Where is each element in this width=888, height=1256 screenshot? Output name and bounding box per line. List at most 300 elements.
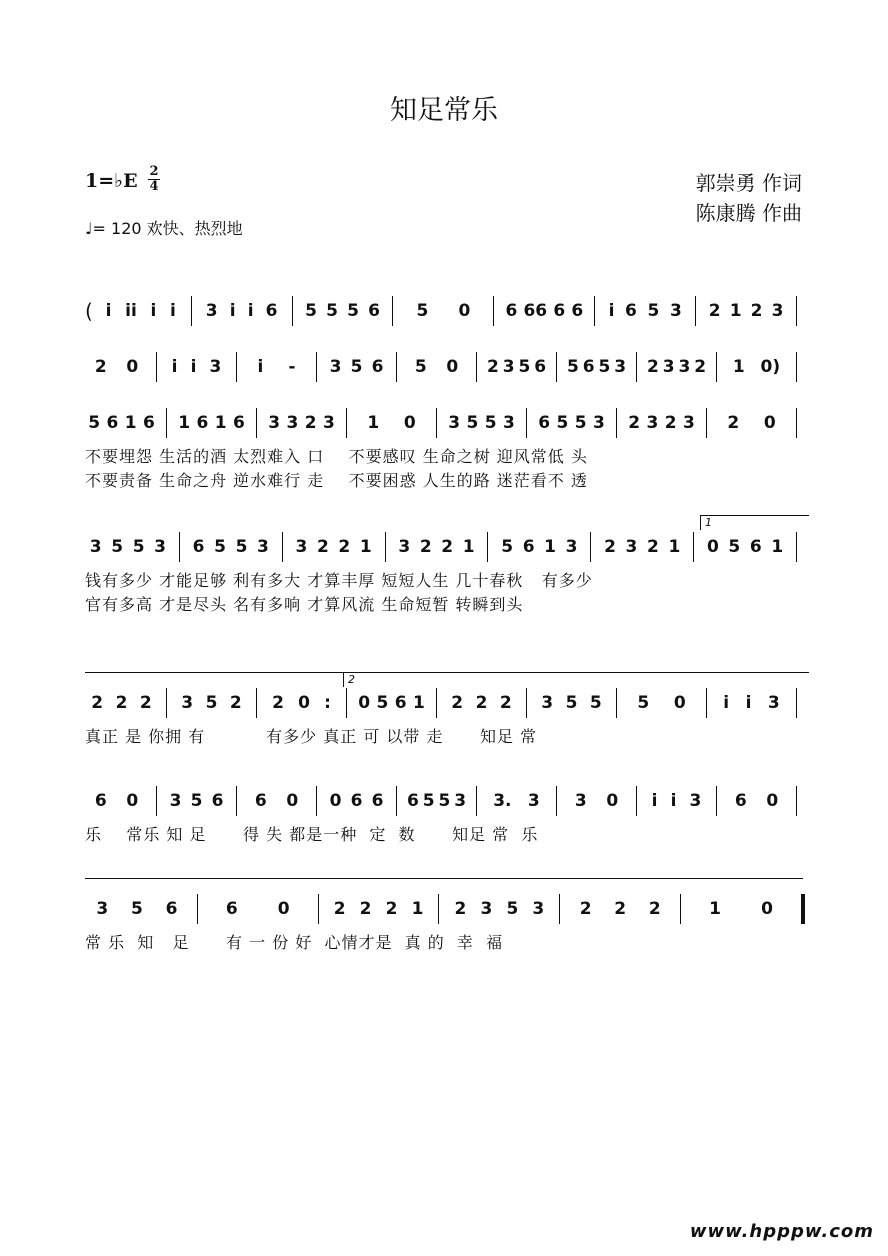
note: 1 bbox=[124, 413, 137, 433]
note: 3 bbox=[454, 791, 467, 811]
bar-line bbox=[166, 408, 167, 438]
measure bbox=[603, 301, 687, 321]
measure bbox=[401, 301, 485, 321]
note: 5 bbox=[728, 537, 741, 557]
note: i bbox=[670, 791, 677, 811]
note: 0 bbox=[358, 693, 371, 713]
note: i bbox=[229, 301, 236, 321]
bar-line-end bbox=[796, 296, 797, 326]
lyric-line-1: 不要埋怨 生活的酒 太烈难入 口 不要感叹 生命之树 迎风常低 头 bbox=[85, 447, 588, 466]
note: 2 bbox=[486, 357, 499, 377]
bar-line bbox=[385, 532, 386, 562]
note: 5 bbox=[111, 537, 124, 557]
note: ii bbox=[125, 301, 137, 321]
note: 6 bbox=[749, 537, 762, 557]
note: 0 bbox=[458, 301, 471, 321]
bar-line bbox=[706, 688, 707, 718]
note: 0 bbox=[298, 693, 310, 713]
note: 5 bbox=[574, 413, 587, 433]
note: 66 bbox=[523, 301, 548, 321]
note: 3 bbox=[767, 693, 780, 713]
note: 6 bbox=[232, 413, 245, 433]
note: 6 bbox=[582, 357, 595, 377]
note: i bbox=[150, 301, 157, 321]
measure bbox=[599, 537, 685, 557]
note: 3 bbox=[205, 301, 218, 321]
measure bbox=[496, 537, 582, 557]
bar-line bbox=[156, 352, 157, 382]
notation-row-1 bbox=[85, 298, 805, 324]
note: 3 bbox=[614, 357, 627, 377]
measure bbox=[502, 301, 586, 321]
bar-line bbox=[636, 352, 637, 382]
bar-line bbox=[695, 296, 696, 326]
note: 3 bbox=[689, 791, 702, 811]
note: 3 bbox=[322, 413, 335, 433]
bar-line-end bbox=[801, 894, 805, 924]
notation-row-3 bbox=[85, 410, 805, 436]
note: 3 bbox=[448, 413, 461, 433]
bar-line bbox=[282, 532, 283, 562]
bar-line bbox=[590, 532, 591, 562]
measure bbox=[405, 357, 468, 377]
note: 0 bbox=[329, 791, 342, 811]
bar-line bbox=[636, 786, 637, 816]
note: 6 bbox=[505, 301, 518, 321]
note: 2 bbox=[91, 693, 104, 713]
note: 6 bbox=[534, 357, 547, 377]
measure bbox=[200, 301, 284, 321]
note: 3 bbox=[678, 357, 691, 377]
bar-line bbox=[476, 786, 477, 816]
note: 1 bbox=[544, 537, 556, 557]
note: 3 bbox=[502, 413, 515, 433]
measure bbox=[715, 413, 788, 433]
measure bbox=[535, 693, 608, 713]
note: 0 bbox=[673, 693, 686, 713]
note: 5 bbox=[647, 301, 660, 321]
note: 0 bbox=[761, 899, 773, 919]
note: 1 bbox=[214, 413, 227, 433]
bar-line bbox=[716, 352, 717, 382]
bar-line bbox=[256, 688, 257, 718]
note: i bbox=[247, 301, 254, 321]
note: 2 bbox=[750, 301, 763, 321]
note: 2 bbox=[646, 357, 659, 377]
measure bbox=[206, 899, 310, 919]
note: : bbox=[324, 693, 331, 713]
note: 2 bbox=[333, 899, 346, 919]
note: 5 bbox=[88, 413, 101, 433]
measure bbox=[85, 791, 148, 811]
bar-line-end bbox=[796, 408, 797, 438]
measure bbox=[245, 791, 308, 811]
note: 2 bbox=[647, 537, 659, 557]
note: 2 bbox=[272, 693, 284, 713]
measure bbox=[715, 693, 788, 713]
bar-line bbox=[706, 408, 707, 438]
bar-line bbox=[556, 352, 557, 382]
bar-line bbox=[526, 408, 527, 438]
note: 6 bbox=[394, 693, 407, 713]
note: 3 bbox=[646, 413, 659, 433]
bar-line-end bbox=[796, 786, 797, 816]
time-signature-top: 2 bbox=[149, 164, 159, 179]
measure bbox=[445, 413, 518, 433]
measure bbox=[355, 693, 428, 713]
note: 3 bbox=[541, 693, 554, 713]
note: 2 bbox=[316, 537, 329, 557]
bar-line bbox=[236, 786, 237, 816]
measure bbox=[689, 899, 793, 919]
note: i bbox=[745, 693, 752, 713]
measure bbox=[535, 413, 608, 433]
note: 0 bbox=[606, 791, 619, 811]
note: 6 bbox=[196, 413, 209, 433]
note: 2 bbox=[385, 899, 398, 919]
bar-line bbox=[346, 688, 347, 718]
measure bbox=[447, 899, 551, 919]
lyric-line-6: 乐 常乐 知 足 得 失 都是一种 定 数 知足 常 乐 bbox=[85, 825, 539, 844]
note: 5 bbox=[214, 537, 226, 557]
bar-line bbox=[316, 786, 317, 816]
measure bbox=[99, 301, 183, 321]
measure bbox=[725, 791, 788, 811]
time-signature-bottom: 4 bbox=[149, 179, 159, 194]
measure bbox=[188, 537, 274, 557]
note: 3 bbox=[209, 357, 222, 377]
note: 5 bbox=[438, 791, 451, 811]
note: 6 bbox=[538, 413, 551, 433]
bar-line bbox=[493, 296, 494, 326]
note: 2 bbox=[115, 693, 128, 713]
measure bbox=[175, 413, 248, 433]
bar-line bbox=[316, 352, 317, 382]
measure bbox=[85, 899, 189, 919]
note: i bbox=[170, 301, 176, 321]
note: 2 bbox=[708, 301, 721, 321]
note: 6 bbox=[371, 791, 384, 811]
note: i bbox=[723, 693, 730, 713]
note: 3 bbox=[771, 301, 784, 321]
measure bbox=[165, 357, 228, 377]
note: 5 bbox=[566, 357, 579, 377]
note: 3 bbox=[625, 537, 638, 557]
measure bbox=[702, 537, 788, 557]
note: 2 bbox=[419, 537, 432, 557]
measure bbox=[265, 693, 338, 713]
note: 2 bbox=[139, 693, 152, 713]
measure bbox=[245, 357, 308, 377]
note: 0 bbox=[706, 537, 719, 557]
note: 3 bbox=[662, 357, 675, 377]
note: 5 bbox=[484, 413, 497, 433]
bar-line bbox=[396, 352, 397, 382]
bar-line bbox=[318, 894, 319, 924]
note: 3 bbox=[532, 899, 545, 919]
note: i bbox=[608, 301, 615, 321]
bar-line bbox=[616, 688, 617, 718]
note: 6 bbox=[225, 899, 238, 919]
measure bbox=[165, 791, 228, 811]
note: 2 bbox=[664, 413, 677, 433]
lyric-line-4: 官有多高 才是尽头 名有多响 才算风流 生命短暂 转瞬到头 bbox=[85, 595, 524, 614]
measure bbox=[85, 693, 158, 713]
note: 3 bbox=[592, 413, 605, 433]
tempo-marking: ♩= 120 欢快、热烈地 bbox=[85, 219, 243, 238]
note: 5 bbox=[506, 899, 519, 919]
note: 6 bbox=[265, 301, 278, 321]
note: 6 bbox=[94, 791, 107, 811]
note: 2 bbox=[454, 899, 467, 919]
note: 3 bbox=[398, 537, 411, 557]
measure bbox=[625, 413, 698, 433]
note: 5 bbox=[235, 537, 248, 557]
note: 3 bbox=[669, 301, 682, 321]
note: 2 bbox=[451, 693, 464, 713]
note: 0 bbox=[126, 357, 139, 377]
lyric-line-5: 真正 是 你拥 有 有多少 真正 可 以带 走 知足 常 bbox=[85, 727, 538, 746]
volta-second-ending: 2 bbox=[343, 672, 809, 687]
lyricist: 郭崇勇 作词 bbox=[695, 171, 802, 195]
note: 1 bbox=[462, 537, 475, 557]
bar-line bbox=[716, 786, 717, 816]
note: 2 bbox=[304, 413, 317, 433]
note: 3 bbox=[96, 899, 109, 919]
lyric-line-2: 不要责备 生命之舟 逆水难行 走 不要困惑 人生的路 迷茫看不 透 bbox=[85, 471, 588, 490]
note: 2 bbox=[338, 537, 351, 557]
note: 0 bbox=[763, 413, 776, 433]
note: 2 bbox=[628, 413, 641, 433]
measure bbox=[301, 301, 385, 321]
note: 3 bbox=[480, 899, 493, 919]
composer: 陈康腾 作曲 bbox=[695, 201, 802, 225]
note: 6 bbox=[192, 537, 205, 557]
note: 3 bbox=[329, 357, 342, 377]
bar-line-end bbox=[796, 352, 797, 382]
note: 5 bbox=[466, 413, 479, 433]
measure bbox=[325, 357, 388, 377]
note: 5 bbox=[556, 413, 569, 433]
note: 3 bbox=[286, 413, 299, 433]
note: 5 bbox=[190, 791, 203, 811]
bar-line bbox=[292, 296, 293, 326]
note: 5 bbox=[376, 693, 389, 713]
measure bbox=[405, 791, 468, 811]
note: 3 bbox=[527, 791, 540, 811]
bar-line bbox=[693, 532, 694, 562]
bar-line bbox=[559, 894, 560, 924]
bar-line bbox=[436, 408, 437, 438]
measure bbox=[704, 301, 788, 321]
song-title: 知足常乐 bbox=[390, 95, 498, 126]
note: 2 bbox=[499, 693, 512, 713]
open-paren: ( bbox=[85, 299, 93, 323]
bar-line bbox=[526, 688, 527, 718]
note: i bbox=[651, 791, 658, 811]
note: 5 bbox=[347, 301, 359, 321]
note: 0 bbox=[403, 413, 416, 433]
note: 5 bbox=[132, 537, 145, 557]
notation-row-7 bbox=[85, 896, 805, 922]
note: 6 bbox=[350, 791, 363, 811]
note: 5 bbox=[637, 693, 650, 713]
note: 3 bbox=[89, 537, 102, 557]
note: 0 bbox=[286, 791, 299, 811]
note: 5 bbox=[589, 693, 602, 713]
note: 3 bbox=[682, 413, 695, 433]
note: 5 bbox=[416, 301, 429, 321]
notation-row-2 bbox=[85, 354, 805, 380]
note: 3 bbox=[502, 357, 515, 377]
measure bbox=[85, 357, 148, 377]
bar-line bbox=[556, 786, 557, 816]
note: 5 bbox=[326, 301, 338, 321]
notation-row-6 bbox=[85, 788, 805, 814]
note: 5 bbox=[205, 693, 218, 713]
note: 6 bbox=[553, 301, 566, 321]
lyric-line-7: 常 乐 知 足 有 一 份 好 心情才是 真 的 幸 福 bbox=[85, 933, 504, 952]
note: 6 bbox=[106, 413, 119, 433]
measure bbox=[645, 791, 708, 811]
note: 1 bbox=[412, 693, 425, 713]
measure bbox=[327, 899, 431, 919]
note: 6 bbox=[368, 301, 380, 321]
bar-line bbox=[197, 894, 198, 924]
measure bbox=[265, 413, 338, 433]
bar-line bbox=[396, 786, 397, 816]
note: 5 bbox=[598, 357, 611, 377]
note: 2 bbox=[727, 413, 740, 433]
bar-line bbox=[256, 408, 257, 438]
time-signature bbox=[148, 166, 160, 193]
bar-line bbox=[346, 408, 347, 438]
note: 3 bbox=[268, 413, 281, 433]
note: 0 bbox=[446, 357, 459, 377]
note: 6 bbox=[522, 537, 535, 557]
note: 5 bbox=[305, 301, 317, 321]
note: 5 bbox=[565, 693, 578, 713]
notation-row-4 bbox=[85, 534, 805, 560]
note: 6 bbox=[211, 791, 224, 811]
measure bbox=[355, 413, 428, 433]
measure bbox=[445, 693, 518, 713]
note: 3. bbox=[493, 791, 512, 811]
note: 2 bbox=[475, 693, 488, 713]
note: 1 bbox=[411, 899, 424, 919]
note: 6 bbox=[142, 413, 155, 433]
bar-line bbox=[438, 894, 439, 924]
note: 2 bbox=[648, 899, 661, 919]
note: 0 bbox=[126, 791, 139, 811]
note: 0) bbox=[760, 357, 781, 377]
note: 1 bbox=[709, 899, 722, 919]
note: 6 bbox=[406, 791, 419, 811]
measure bbox=[625, 693, 698, 713]
note: 3 bbox=[154, 537, 166, 557]
note: 1 bbox=[668, 537, 681, 557]
note: 3 bbox=[257, 537, 269, 557]
bar-line bbox=[594, 296, 595, 326]
note: 2 bbox=[694, 357, 707, 377]
note: 3 bbox=[169, 791, 182, 811]
note: 3 bbox=[181, 693, 194, 713]
note: 1 bbox=[732, 357, 745, 377]
measure bbox=[725, 357, 788, 377]
note: 2 bbox=[614, 899, 627, 919]
measure bbox=[568, 899, 672, 919]
note: 3 bbox=[574, 791, 587, 811]
measure bbox=[85, 537, 171, 557]
bar-line bbox=[616, 408, 617, 438]
note: 1 bbox=[771, 537, 784, 557]
lyric-line-3: 钱有多少 才能足够 利有多大 才算丰厚 短短人生 几十春秋 有多少 bbox=[85, 571, 593, 590]
note: 5 bbox=[414, 357, 427, 377]
note: 1 bbox=[367, 413, 380, 433]
bar-line bbox=[236, 352, 237, 382]
note: 2 bbox=[94, 357, 107, 377]
note: 0 bbox=[766, 791, 779, 811]
key-signature: 1=♭E bbox=[85, 170, 138, 192]
measure bbox=[325, 791, 388, 811]
note: 2 bbox=[579, 899, 592, 919]
note: 2 bbox=[441, 537, 454, 557]
bar-line bbox=[179, 532, 180, 562]
measure bbox=[485, 791, 548, 811]
note: 2 bbox=[229, 693, 242, 713]
bar-line bbox=[191, 296, 192, 326]
final-section-line bbox=[85, 878, 803, 879]
note: 2 bbox=[604, 537, 616, 557]
bar-line bbox=[166, 688, 167, 718]
measure bbox=[565, 791, 628, 811]
note: - bbox=[288, 357, 296, 377]
note: 6 bbox=[625, 301, 637, 321]
note: 5 bbox=[422, 791, 435, 811]
note: 6 bbox=[165, 899, 178, 919]
note: i bbox=[257, 357, 264, 377]
bar-line bbox=[436, 688, 437, 718]
notation-row-5 bbox=[85, 690, 805, 716]
bar-line-end bbox=[796, 688, 797, 718]
note: 3 bbox=[565, 537, 578, 557]
bar-line-end bbox=[796, 532, 797, 562]
measure bbox=[85, 413, 158, 433]
note: 3 bbox=[295, 537, 308, 557]
volta-first-ending: 1 bbox=[700, 515, 809, 530]
bar-line bbox=[392, 296, 393, 326]
note: 0 bbox=[277, 899, 290, 919]
credits bbox=[696, 168, 802, 228]
note: i bbox=[190, 357, 197, 377]
volta-first-continuation bbox=[85, 672, 343, 673]
measure bbox=[175, 693, 248, 713]
note: 6 bbox=[734, 791, 747, 811]
note: 5 bbox=[518, 357, 531, 377]
bar-line bbox=[156, 786, 157, 816]
note: 1 bbox=[729, 301, 742, 321]
measure bbox=[394, 537, 480, 557]
measure bbox=[565, 357, 628, 377]
note: 6 bbox=[371, 357, 384, 377]
note: 6 bbox=[571, 301, 584, 321]
note: i bbox=[105, 301, 112, 321]
note: 5 bbox=[130, 899, 143, 919]
measure bbox=[485, 357, 548, 377]
note: 5 bbox=[350, 357, 363, 377]
note: 6 bbox=[254, 791, 267, 811]
measure bbox=[291, 537, 377, 557]
